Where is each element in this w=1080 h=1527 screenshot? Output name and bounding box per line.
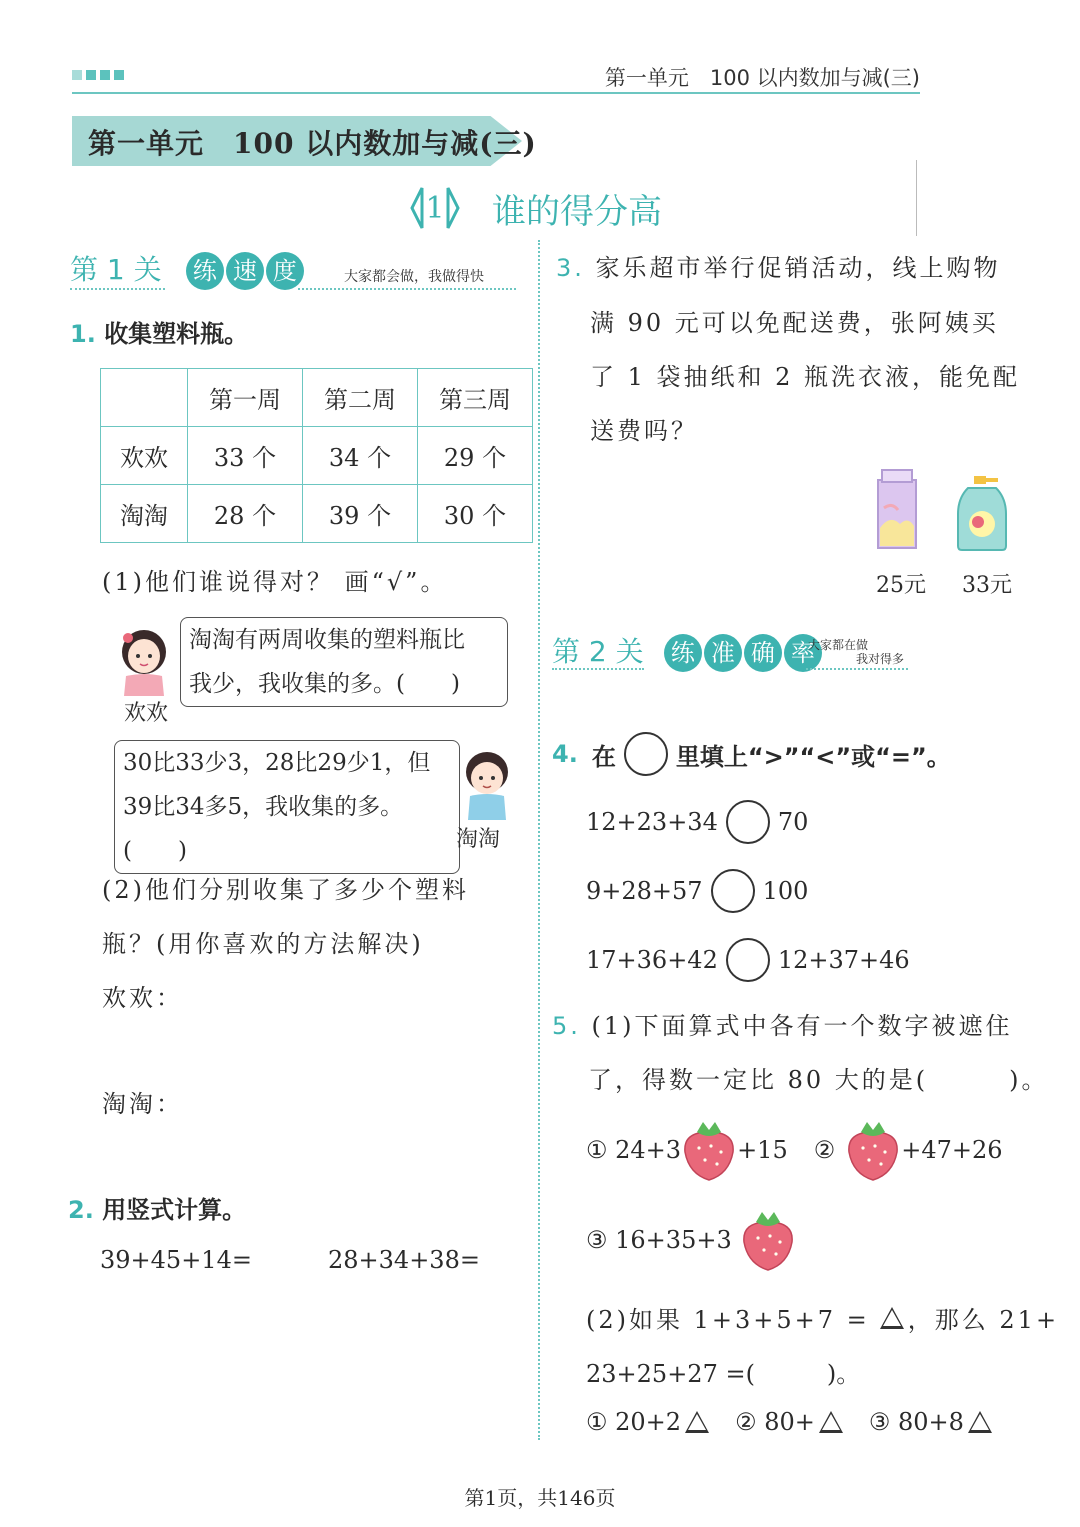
q5-sub2-line1: (2)如果 1+3+5+7 = ，那么 21+ <box>586 1306 1060 1334</box>
q2-title: 用竖式计算。 <box>102 1196 247 1224</box>
triangle-icon <box>685 1411 709 1433</box>
level2-label <box>552 630 824 672</box>
table-header-row <box>101 369 533 427</box>
comparison-circle[interactable] <box>726 938 770 982</box>
answer-taotao-label: 淘淘： <box>102 1090 183 1118</box>
q5-sub2-choices <box>586 1408 996 1436</box>
q3-number: 3. <box>556 254 585 282</box>
header-decoration <box>72 70 124 80</box>
q4-left: 9+28+57 <box>586 877 703 905</box>
huanhuan-speech-bubble <box>180 617 508 707</box>
q2-expr-2: 28+34+38= <box>328 1246 480 1274</box>
table-row <box>101 427 533 485</box>
q5-option-1b: +15 <box>737 1136 788 1164</box>
strawberry-icon <box>845 1118 901 1182</box>
table-cell: 33 个 <box>188 427 303 485</box>
q4-title-a: 在 <box>591 742 616 771</box>
taotao-speech-bubble <box>114 740 460 874</box>
level1-prefix: 第 1 关 <box>70 253 162 286</box>
table-cell: 28 个 <box>188 485 303 543</box>
q4-heading <box>552 732 951 776</box>
q4-right: 70 <box>777 808 809 836</box>
table-cell: 30 个 <box>418 485 533 543</box>
q5-option-2a: ② <box>813 1136 836 1164</box>
comparison-circle[interactable] <box>711 869 755 913</box>
level1-char: 度 <box>266 252 304 290</box>
level2-underline <box>552 668 644 670</box>
taotao-name: 淘淘 <box>456 827 501 852</box>
lesson-title: 谁的得分高 <box>492 192 662 232</box>
q3-line-2: 满 90 元可以免配送费，张阿姨买 <box>590 309 999 337</box>
table-row <box>101 485 533 543</box>
q5-options-row <box>586 1118 1016 1182</box>
q5-choice-3: ③ 80+8 <box>868 1408 964 1436</box>
q4-number: 4. <box>552 740 578 768</box>
q4-title-b: 里填上“>”“<”或“=”。 <box>675 742 951 771</box>
triangle-icon <box>968 1411 992 1433</box>
level2-char: 率 <box>784 634 822 672</box>
q2-heading <box>68 1190 246 1225</box>
taotao-line: 39比34多5，我收集的多。( ) <box>123 794 404 864</box>
q2-expr-1: 39+45+14= <box>100 1246 252 1274</box>
header-unit-label: 第一单元 100 以内数加与减(三) <box>604 66 920 90</box>
level1-label <box>70 248 306 290</box>
q4-left: 17+36+42 <box>586 946 718 974</box>
detergent-bottle-icon <box>954 474 1010 552</box>
strawberry-icon <box>681 1118 737 1182</box>
triangle-icon <box>819 1411 843 1433</box>
q2-number: 2. <box>68 1196 94 1224</box>
title-rule <box>916 160 917 236</box>
q4-right: 100 <box>762 877 809 905</box>
level1-underline <box>70 288 165 290</box>
q1-sub2-line1: (2)他们分别收集了多少个塑料 <box>102 876 469 904</box>
level1-tag: 大家都会做，我做得快 <box>344 269 484 285</box>
table-cell: 第三周 <box>418 369 533 427</box>
huanhuan-line: 淘淘有两周收集的塑料瓶比 <box>189 627 465 653</box>
q4-row <box>586 869 808 913</box>
q5-number: 5. <box>552 1012 581 1040</box>
table-cell: 第一周 <box>188 369 303 427</box>
level1-tag-underline <box>298 288 516 290</box>
q3-line-1: 3. 家乐超市举行促销活动，线上购物 <box>556 254 1001 282</box>
table-cell <box>101 369 188 427</box>
table-cell: 34 个 <box>303 427 418 485</box>
q5-sub1-line1: 5. (1)下面算式中各有一个数字被遮住 <box>552 1012 1013 1040</box>
table-cell: 39 个 <box>303 485 418 543</box>
q3-line-3: 了 1 袋抽纸和 2 瓶洗衣液，能免配 <box>590 363 1021 391</box>
price-detergent: 33元 <box>962 573 1012 598</box>
tissue-box-icon <box>874 468 920 550</box>
q3-line-4: 送费吗？ <box>590 417 698 445</box>
q4-right: 12+37+46 <box>777 946 910 974</box>
table-cell: 29 个 <box>418 427 533 485</box>
q1-sub1: (1)他们谁说得对？ 画“√”。 <box>102 568 448 596</box>
level1-char: 速 <box>226 252 264 290</box>
q1-title: 收集塑料瓶。 <box>104 320 249 348</box>
lesson-number: 1 <box>425 191 445 226</box>
strawberry-icon <box>740 1208 796 1272</box>
page-footer: 第1页，共146页 <box>464 1486 616 1510</box>
level2-char: 准 <box>704 634 742 672</box>
q4-row <box>586 800 808 844</box>
taotao-avatar <box>458 748 516 822</box>
q5-option-3-row <box>586 1208 796 1272</box>
q5-sub2-line2: 23+25+27 =( )。 <box>586 1360 861 1388</box>
q4-row <box>586 938 910 982</box>
comparison-circle <box>624 732 668 776</box>
q5-sub1-line2: 了，得数一定比 80 大的是( )。 <box>588 1066 1049 1094</box>
q5-option-2b: +47+26 <box>901 1136 1003 1164</box>
huanhuan-avatar <box>116 626 172 698</box>
triangle-icon <box>880 1307 904 1329</box>
table-cell: 淘淘 <box>101 485 188 543</box>
q5-option-3a: ③ 16+35+3 <box>586 1226 732 1254</box>
q5-choice-1: ① 20+2 <box>586 1408 682 1436</box>
column-divider <box>538 240 540 1440</box>
q1-heading <box>70 314 248 349</box>
level2-tag-underline <box>806 668 908 670</box>
level2-tag-1: 大家都在做 <box>808 638 869 652</box>
huanhuan-name: 欢欢 <box>124 701 169 726</box>
answer-huanhuan-label: 欢欢： <box>102 984 183 1012</box>
level2-char: 练 <box>664 634 702 672</box>
level1-char: 练 <box>186 252 224 290</box>
lesson-number-badge <box>410 186 460 230</box>
huanhuan-line: 我少，我收集的多。( ) <box>189 671 460 697</box>
price-tissue: 25元 <box>876 573 926 598</box>
table-cell: 欢欢 <box>101 427 188 485</box>
table-cell: 第二周 <box>303 369 418 427</box>
level2-prefix: 第 2 关 <box>552 635 644 668</box>
q1-table <box>100 368 533 543</box>
q4-left: 12+23+34 <box>586 808 718 836</box>
taotao-line: 30比33少3，28比29少1，但 <box>123 750 431 776</box>
unit-banner-title: 第一单元 100 以内数加与减(三) <box>88 127 537 160</box>
comparison-circle[interactable] <box>726 800 770 844</box>
q1-sub2-line2: 瓶？(用你喜欢的方法解决) <box>102 930 424 958</box>
level2-char: 确 <box>744 634 782 672</box>
q1-number: 1. <box>70 320 96 348</box>
header-rule <box>72 92 920 94</box>
level2-tag-2: 我对得多 <box>856 652 905 666</box>
q5-choice-2: ② 80+ <box>735 1408 815 1436</box>
q5-option-1a: ① 24+3 <box>586 1136 682 1164</box>
